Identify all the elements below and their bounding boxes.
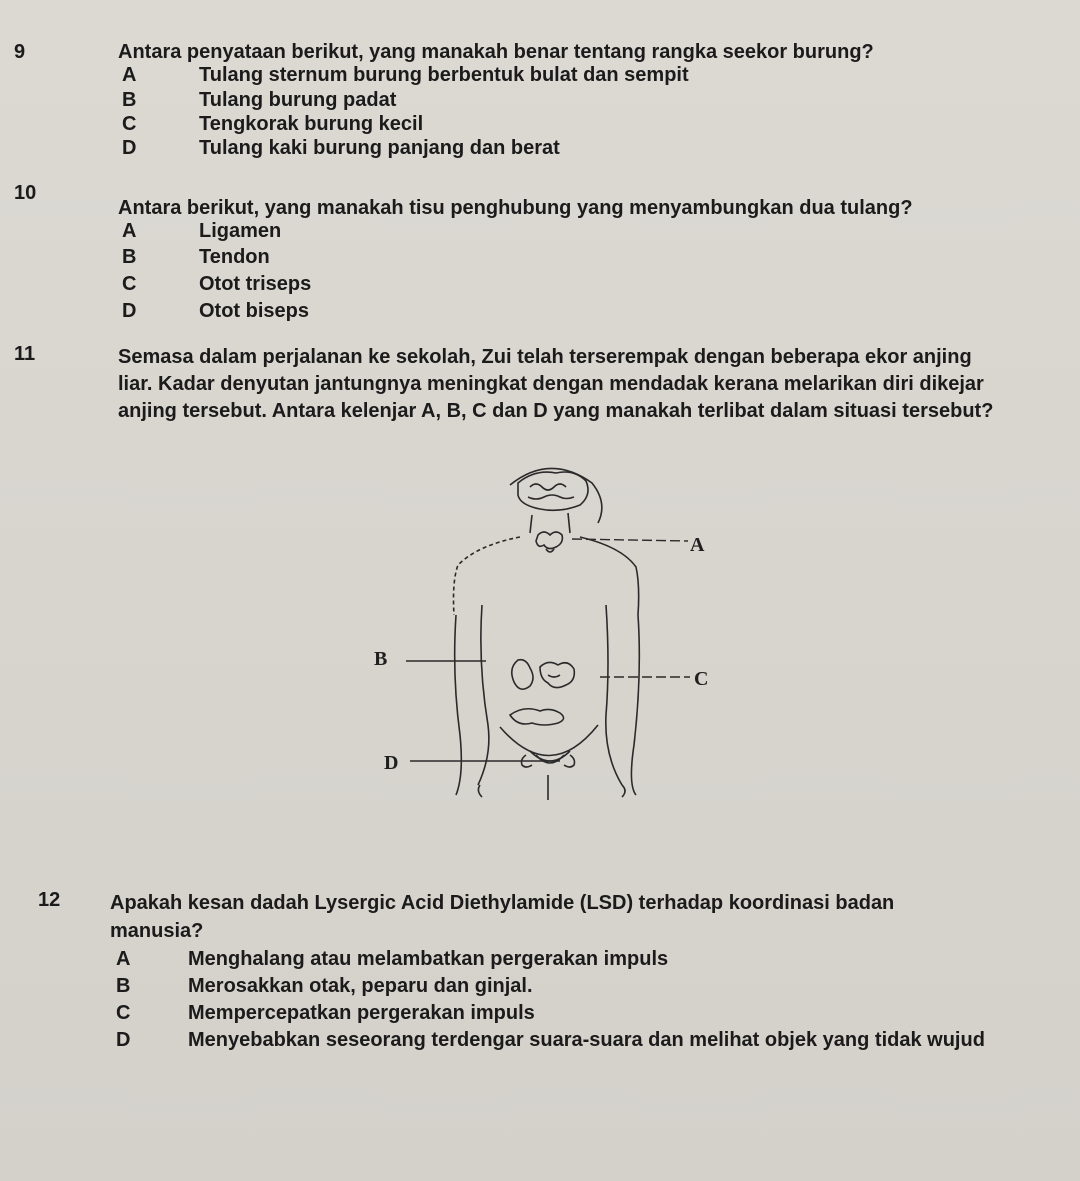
- option-text: Tengkorak burung kecil: [199, 113, 424, 135]
- option-text: Menghalang atau melambatkan pergerakan impuls: [188, 948, 669, 970]
- question-number: 10: [14, 182, 37, 204]
- endocrine-gland-diagram: [360, 455, 720, 805]
- option-letter: C: [116, 1002, 131, 1024]
- option-letter: A: [116, 948, 131, 970]
- option-text: Merosakkan otak, peparu dan ginjal.: [188, 975, 533, 997]
- label-line-a: [572, 539, 688, 541]
- question-text-line: anjing tersebut. Antara kelenjar A, B, C dan D yang manakah terlibat dalam situasi tersebut?: [118, 400, 994, 422]
- brain: [518, 472, 588, 510]
- option-text: Tulang sternum burung berbentuk bulat dan sempit: [199, 64, 689, 86]
- option-letter: C: [122, 113, 137, 135]
- option-text: Tendon: [199, 246, 270, 268]
- label-c: C: [694, 668, 709, 690]
- pancreas: [510, 709, 564, 725]
- option-text: Menyebabkan seseorang terdengar suara-suara dan melihat objek yang tidak wujud: [188, 1029, 985, 1051]
- label-a: A: [690, 534, 705, 556]
- adrenal-gland: [540, 662, 574, 687]
- question-text-line: Apakah kesan dadah Lysergic Acid Diethylamide (LSD) terhadap koordinasi badan: [110, 892, 895, 914]
- option-letter: B: [116, 975, 131, 997]
- option-text: Mempercepatkan pergerakan impuls: [188, 1002, 535, 1024]
- label-d: D: [384, 752, 399, 774]
- question-number: 12: [38, 889, 61, 911]
- option-text: Otot triseps: [199, 273, 312, 295]
- thyroid-gland: [536, 532, 562, 549]
- option-letter: D: [122, 300, 137, 322]
- question-text-line: liar. Kadar denyutan jantungnya meningkat dengan mendadak kerana melarikan diri dikejar: [118, 373, 984, 395]
- option-letter: C: [122, 273, 137, 295]
- option-letter: A: [122, 64, 137, 86]
- option-letter: D: [122, 137, 137, 159]
- option-text: Otot biseps: [199, 300, 310, 322]
- option-text: Tulang burung padat: [199, 89, 397, 111]
- option-text: Ligamen: [199, 220, 282, 242]
- option-letter: B: [122, 246, 137, 268]
- question-number: 11: [14, 343, 36, 365]
- option-letter: B: [122, 89, 137, 111]
- option-letter: D: [116, 1029, 131, 1051]
- question-text-line: Semasa dalam perjalanan ke sekolah, Zui telah terserempak dengan beberapa ekor anjing: [118, 346, 972, 368]
- option-text: Tulang kaki burung panjang dan berat: [199, 137, 560, 159]
- question-text: Antara penyataan berikut, yang manakah benar tentang rangka seekor burung?: [118, 41, 874, 63]
- kidney: [512, 660, 533, 690]
- question-text-line: manusia?: [110, 920, 204, 942]
- question-number: 9: [14, 41, 26, 63]
- question-text: Antara berikut, yang manakah tisu penghubung yang menyambungkan dua tulang?: [118, 197, 913, 219]
- label-b: B: [374, 648, 388, 670]
- option-letter: A: [122, 220, 137, 242]
